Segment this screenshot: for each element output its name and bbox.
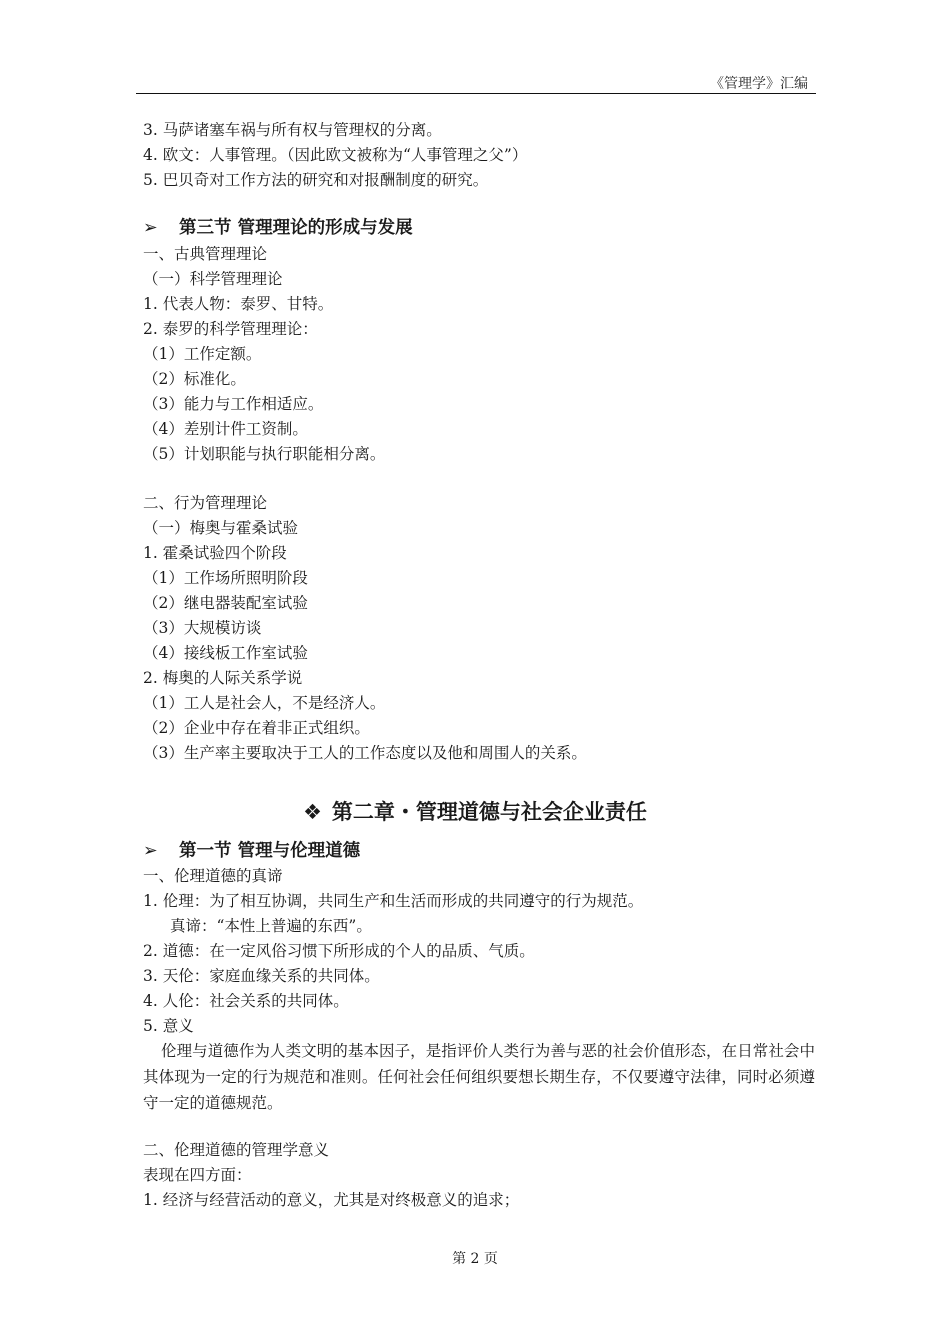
text-line: 1. 霍桑试验四个阶段 bbox=[143, 544, 287, 562]
text-line: 2. 梅奥的人际关系学说 bbox=[143, 669, 303, 687]
text-line: 1. 代表人物：泰罗、甘特。 bbox=[143, 295, 334, 313]
text-line: 3. 马萨诸塞车祸与所有权与管理权的分离。 bbox=[143, 121, 442, 139]
diamond-bullet-icon: ❖ bbox=[303, 800, 322, 824]
text-line: （一）科学管理理论 bbox=[143, 270, 283, 288]
text-line: 二、行为管理理论 bbox=[143, 494, 268, 512]
text-line: 1. 经济与经营活动的意义，尤其是对终极意义的追求； bbox=[143, 1191, 520, 1209]
text-line: （2）企业中存在着非正式组织。 bbox=[143, 719, 370, 737]
text-line: （5）计划职能与执行职能相分离。 bbox=[143, 445, 386, 463]
text-line: 2. 道德：在一定风俗习惯下所形成的个人的品质、气质。 bbox=[143, 942, 535, 960]
chapter-title: 第二章・管理道德与社会企业责任 bbox=[331, 800, 647, 824]
text-line: （1）工作场所照明阶段 bbox=[143, 569, 308, 587]
text-line: （4）接线板工作室试验 bbox=[143, 644, 308, 662]
text-line: （4）差别计件工资制。 bbox=[143, 420, 308, 438]
text-line: 2. 泰罗的科学管理理论： bbox=[143, 320, 318, 338]
text-line: 一、伦理道德的真谛 bbox=[143, 867, 283, 885]
text-line: 4. 欧文：人事管理。（因此欧文被称为“人事管理之父”） bbox=[143, 146, 528, 164]
text-line: 4. 人伦：社会关系的共同体。 bbox=[143, 992, 349, 1010]
section-heading bbox=[143, 217, 413, 239]
text-line: （1）工作定额。 bbox=[143, 345, 262, 363]
section-title: 第三节 管理理论的形成与发展 bbox=[179, 218, 413, 238]
section-heading bbox=[143, 840, 360, 862]
text-line: 一、古典管理理论 bbox=[143, 245, 268, 263]
text-line: 5. 意义 bbox=[143, 1017, 194, 1035]
chapter-heading bbox=[0, 799, 950, 825]
text-line: （2）继电器装配室试验 bbox=[143, 594, 308, 612]
section-title: 第一节 管理与伦理道德 bbox=[179, 841, 361, 861]
text-line: 3. 天伦：家庭血缘关系的共同体。 bbox=[143, 967, 380, 985]
text-line: 真谛：“本性上普遍的东西”。 bbox=[170, 917, 372, 935]
text-line: 5. 巴贝奇对工作方法的研究和对报酬制度的研究。 bbox=[143, 171, 489, 189]
text-line: （3）能力与工作相适应。 bbox=[143, 395, 324, 413]
page-number: 第 2 页 bbox=[452, 1251, 498, 1267]
arrow-bullet-icon: ➢ bbox=[143, 218, 158, 238]
text-line: （一）梅奥与霍桑试验 bbox=[143, 519, 299, 537]
text-line: 二、伦理道德的管理学意义 bbox=[143, 1141, 330, 1159]
text-line: 1. 伦理：为了相互协调，共同生产和生活而形成的共同遵守的行为规范。 bbox=[143, 892, 644, 910]
text-line: （3）大规模访谈 bbox=[143, 619, 262, 637]
text-line: 表现在四方面： bbox=[143, 1166, 252, 1184]
text-line: （1）工人是社会人，不是经济人。 bbox=[143, 694, 386, 712]
body-paragraph: 伦理与道德作为人类文明的基本因子，是指评价人类行为善与恶的社会价值形态，在日常社会中其体现为一定的行为规范和准则。任何社会任何组织要想长期生存，不仅要遵守法律，同时必须遵守一定的道德规范。 bbox=[143, 1042, 815, 1112]
text-line: （3）生产率主要取决于工人的工作态度以及他和周围人的关系。 bbox=[143, 744, 587, 762]
text-line: （2）标准化。 bbox=[143, 370, 246, 388]
page-header-title: 《管理学》汇编 bbox=[710, 76, 808, 92]
arrow-bullet-icon: ➢ bbox=[143, 841, 158, 861]
